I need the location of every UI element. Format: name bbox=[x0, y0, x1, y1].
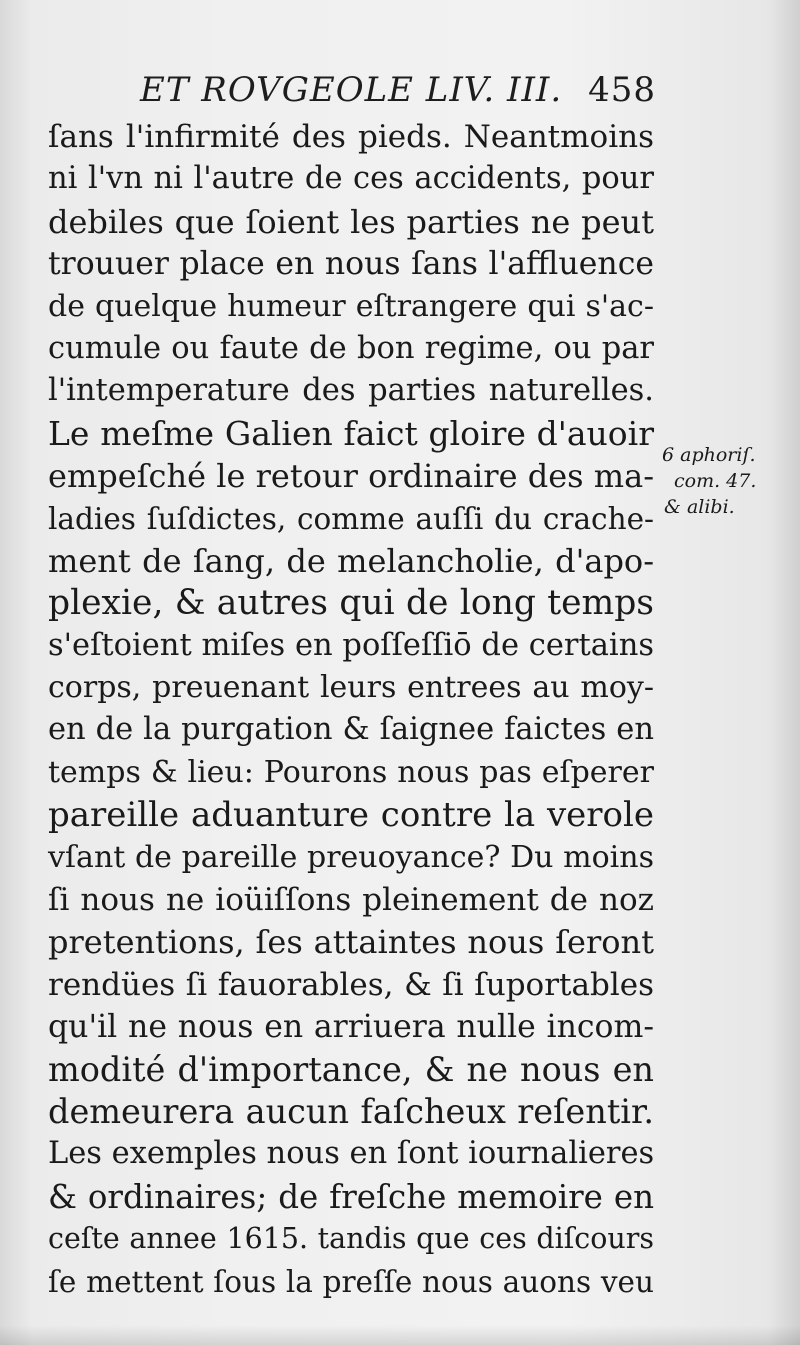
text-line: demeurera aucun faſcheux reſentir. bbox=[48, 1091, 654, 1131]
text-line: pretentions, ſes attaintes nous ſeront bbox=[48, 923, 654, 962]
text-line: & ordinaires; de freſche memoire en bbox=[48, 1177, 654, 1216]
text-line: ſe mettent ſous la preſſe nous auons veu bbox=[48, 1264, 654, 1299]
text-line: debiles que ſoient les parties ne peut bbox=[48, 202, 654, 241]
text-line: corps, preuenant leurs entrees au moy- bbox=[48, 670, 654, 706]
text-line: plexie, & autres qui de long temps bbox=[48, 583, 654, 624]
text-line: cumule ou faute de bon regime, ou par bbox=[48, 330, 654, 366]
text-line: qu'il ne nous en arriuera nulle incom- bbox=[48, 1009, 654, 1046]
text-line: ſi nous ne ioüiſſons pleinement de noz bbox=[48, 882, 654, 919]
marginal-note-line: & alibi. bbox=[664, 496, 735, 518]
body-text bbox=[48, 116, 654, 1303]
text-line: pareille aduanture contre la verole bbox=[48, 795, 654, 836]
text-line: trouuer place en nous ſans l'affluence bbox=[48, 246, 654, 283]
text-line: Le meſme Galien faict gloire d'auoir bbox=[48, 413, 654, 453]
text-line: s'eſtoient miſes en poſſeſſiō de certains bbox=[48, 627, 654, 663]
text-line: ladies ſuſdictes, comme auſſi du crache- bbox=[48, 501, 654, 536]
text-line: rendües ſi fauorables, & ſi ſuportables bbox=[48, 966, 654, 1003]
text-line: ni l'vn ni l'autre de ces accidents, pour bbox=[48, 161, 654, 197]
text-line: ſans l'infirmité des pieds. Neantmoins bbox=[48, 119, 654, 155]
text-line: vſant de pareille preuoyance? Du moins bbox=[48, 839, 654, 875]
marginal-note-line: 6 aphoriſ. bbox=[662, 444, 756, 466]
marginal-note bbox=[662, 442, 792, 520]
text-line: ceſte annee 1615. tandis que ces diſcours bbox=[48, 1222, 654, 1256]
page-edge-shadow bbox=[0, 1325, 800, 1345]
text-line: empeſché le retour ordinaire des ma- bbox=[48, 457, 654, 496]
page-number: 458 bbox=[588, 70, 656, 110]
text-line: en de la purgation & ſaignee faictes en bbox=[48, 712, 654, 748]
page-header bbox=[130, 66, 660, 116]
text-line: ment de ſang, de melancholie, d'apo- bbox=[48, 541, 654, 580]
marginal-note-line: com. 47. bbox=[674, 470, 757, 492]
text-line: temps & lieu: Pourons nous pas eſperer bbox=[48, 754, 654, 790]
running-title: ET ROVGEOLE LIV. III. bbox=[140, 70, 563, 110]
text-line: de quelque humeur eſtrangere qui s'ac- bbox=[48, 288, 654, 324]
text-line: modité d'importance, & ne nous en bbox=[48, 1049, 654, 1089]
text-line: Les exemples nous en ſont iournalieres bbox=[48, 1136, 655, 1172]
text-line: l'intemperature des parties naturelles. bbox=[48, 373, 654, 409]
